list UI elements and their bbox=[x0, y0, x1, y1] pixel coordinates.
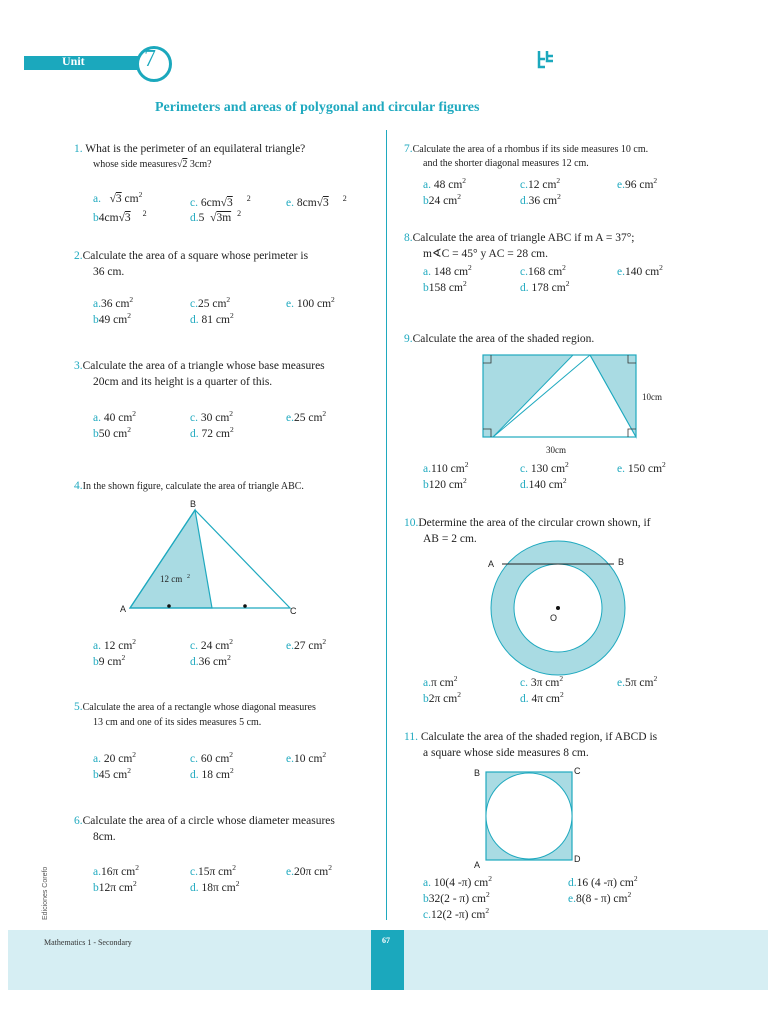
q2-option-c[interactable]: c.25 $cm^2$ bbox=[190, 295, 231, 310]
q11-option-a[interactable]: a. 10(4 -π) $cm^2$ bbox=[423, 874, 492, 889]
q6-number: 6. bbox=[74, 815, 83, 827]
q11-option-e[interactable]: e.8(8 - π) $cm^2$ bbox=[568, 890, 632, 905]
q4-option-c[interactable]: c. 24 $cm^2$ bbox=[190, 637, 234, 652]
q2-option-d[interactable]: d. 81 $cm^2$ bbox=[190, 311, 234, 326]
q4-text: In the shown figure, calculate the area of triangle ABC. bbox=[82, 481, 304, 492]
q1-root: 2 bbox=[182, 159, 188, 170]
q2-option-e[interactable]: e. 100 $cm^2$ bbox=[286, 295, 335, 310]
q9-option-a[interactable]: a.110 $cm^2$ bbox=[423, 460, 469, 475]
q3-option-a[interactable]: a. 40 $cm^2$ bbox=[93, 409, 137, 424]
q4-number: 4. bbox=[74, 480, 83, 492]
q3-option-d[interactable]: d. 72 $cm^2$ bbox=[190, 425, 234, 440]
q11-label-B: B bbox=[474, 768, 481, 778]
q4-option-e[interactable]: e.27 $cm^2$ bbox=[286, 637, 327, 652]
q7-option-b[interactable]: b24 $cm^2$ bbox=[423, 192, 461, 207]
q11-label-C: C bbox=[574, 766, 581, 776]
q1-text-2: whose side measures bbox=[93, 159, 177, 170]
q9-option-c[interactable]: c. 130 $cm^2$ bbox=[520, 460, 569, 475]
q11-label-D: D bbox=[574, 854, 581, 864]
q6-option-a[interactable]: a.16π $cm^2$ bbox=[93, 863, 139, 878]
q11-text-2: a square whose side measures 8 cm. bbox=[423, 747, 589, 759]
q6-text: Calculate the area of a circle whose diameter measures bbox=[82, 815, 335, 827]
q11-option-c[interactable]: c.12(2 -π) $cm^2$ bbox=[423, 906, 490, 921]
q4-option-d[interactable]: d.36 $cm^2$ bbox=[190, 653, 231, 668]
q10-option-a[interactable]: a.π $cm^2$ bbox=[423, 674, 458, 689]
q1-option-a[interactable]: a. √3 $cm^2$ bbox=[93, 190, 143, 205]
q1-option-b[interactable]: b4cm√3 $^2$ bbox=[93, 209, 147, 224]
q5-option-a[interactable]: a. 20 $cm^2$ bbox=[93, 750, 137, 765]
q7-option-d[interactable]: d.36 $cm^2$ bbox=[520, 192, 561, 207]
q1-option-e[interactable]: e. 8cm√3 $^2$ bbox=[286, 194, 347, 209]
q10-text-2: AB = 2 cm. bbox=[423, 533, 477, 545]
q10-option-c[interactable]: c. 3π $cm^2$ bbox=[520, 674, 564, 689]
q6-option-b[interactable]: b12π $cm^2$ bbox=[93, 879, 137, 894]
logo-icon bbox=[537, 49, 555, 74]
svg-text:2: 2 bbox=[187, 574, 190, 580]
q1-text: What is the perimeter of an equilateral triangle? bbox=[85, 143, 306, 155]
q11-option-d[interactable]: d.16 (4 -π) $cm^2$ bbox=[568, 874, 638, 889]
q7-number: 7. bbox=[404, 143, 413, 155]
q6-option-d[interactable]: d. 18π $cm^2$ bbox=[190, 879, 240, 894]
q9-option-d[interactable]: d.140 $cm^2$ bbox=[520, 476, 567, 491]
q4-label-A: A bbox=[120, 604, 127, 614]
unit-bar bbox=[24, 56, 152, 70]
q5-option-c[interactable]: c. 60 $cm^2$ bbox=[190, 750, 234, 765]
q11-number: 11. bbox=[404, 731, 418, 743]
q2-text: Calculate the area of a square whose perimeter is bbox=[82, 250, 309, 262]
q10-option-d[interactable]: d. 4π $cm^2$ bbox=[520, 690, 564, 705]
q11-label-A: A bbox=[474, 860, 481, 870]
q4-label-C: C bbox=[290, 606, 297, 616]
q4-option-a[interactable]: a. 12 $cm^2$ bbox=[93, 637, 137, 652]
q8-option-e[interactable]: e.140 $cm^2$ bbox=[617, 263, 663, 278]
q5-text-2: 13 cm and one of its sides measures 5 cm. bbox=[93, 717, 262, 728]
q3-text-2: 20cm and its height is a quarter of this. bbox=[93, 376, 273, 388]
q8-text: Calculate the area of triangle ABC if m A = 37°; bbox=[412, 232, 635, 244]
q11-text: Calculate the area of the shaded region, if ABCD is bbox=[417, 731, 658, 743]
q10-label-O: O bbox=[550, 613, 558, 623]
unit-label: Unit bbox=[62, 54, 85, 68]
q3-option-c[interactable]: c. 30 $cm^2$ bbox=[190, 409, 234, 424]
q9-height-label: 10cm bbox=[642, 392, 662, 402]
q10-number: 10. bbox=[404, 517, 419, 529]
q2-number: 2. bbox=[74, 250, 83, 262]
page-number: 67 bbox=[382, 936, 390, 945]
q9-text: Calculate the area of the shaded region. bbox=[412, 333, 595, 345]
q10-option-b[interactable]: b2π $cm^2$ bbox=[423, 690, 461, 705]
q5-option-b[interactable]: b45 $cm^2$ bbox=[93, 766, 131, 781]
q4-area-label: 12 cm bbox=[160, 574, 183, 584]
q8-text-2: m∢C = 45° y AC = 28 cm. bbox=[423, 248, 548, 260]
q5-number: 5. bbox=[74, 701, 83, 713]
q8-option-a[interactable]: a. 148 $cm^2$ bbox=[423, 263, 472, 278]
q3-option-b[interactable]: b50 $cm^2$ bbox=[93, 425, 131, 440]
q8-option-d[interactable]: d. 178 $cm^2$ bbox=[520, 279, 570, 294]
q6-text-2: 8cm. bbox=[93, 831, 116, 843]
publisher-side-text: Ediciones Corefo bbox=[42, 866, 49, 920]
q7-text: Calculate the area of a rhombus if its side measures 10 cm. bbox=[412, 144, 649, 155]
q1-option-c[interactable]: c. 6cm√3 $^2$ bbox=[190, 194, 251, 209]
column-divider bbox=[386, 130, 387, 920]
q8-option-c[interactable]: c.168 $cm^2$ bbox=[520, 263, 566, 278]
sqrt-icon: √ bbox=[176, 159, 183, 170]
q9-width-label: 30cm bbox=[546, 445, 566, 455]
q3-text: Calculate the area of a triangle whose base measures bbox=[82, 360, 325, 372]
q3-option-e[interactable]: e.25 $cm^2$ bbox=[286, 409, 327, 424]
q4-option-b[interactable]: b9 $cm^2$ bbox=[93, 653, 126, 668]
q5-text: Calculate the area of a rectangle whose diagonal measures bbox=[82, 702, 316, 713]
q2-text-2: 36 cm. bbox=[93, 266, 125, 278]
unit-number: 7 bbox=[144, 46, 156, 72]
q1-text-3: 3cm? bbox=[189, 159, 212, 170]
q4-label-B: B bbox=[190, 499, 197, 509]
q9-option-b[interactable]: b120 $cm^2$ bbox=[423, 476, 467, 491]
q7-option-e[interactable]: e.96 $cm^2$ bbox=[617, 176, 658, 191]
q2-option-b[interactable]: b49 $cm^2$ bbox=[93, 311, 131, 326]
q3-number: 3. bbox=[74, 360, 83, 372]
q10-text: Determine the area of the circular crown shown, if bbox=[418, 517, 651, 529]
q10-label-A: A bbox=[488, 559, 495, 569]
page-title: Perimeters and areas of polygonal and circular figures bbox=[155, 100, 480, 115]
q5-option-d[interactable]: d. 18 $cm^2$ bbox=[190, 766, 234, 781]
q1-option-d[interactable]: d.5 √3m $^2$ bbox=[190, 209, 242, 224]
q10-crown-figure bbox=[480, 537, 640, 677]
q6-option-c[interactable]: c.15π $cm^2$ bbox=[190, 863, 236, 878]
q11-square-figure bbox=[470, 762, 590, 872]
q5-option-e[interactable]: e.10 $cm^2$ bbox=[286, 750, 327, 765]
q10-option-e[interactable]: e.5π $cm^2$ bbox=[617, 674, 658, 689]
q6-option-e[interactable]: e.20π $cm^2$ bbox=[286, 863, 332, 878]
q2-option-a[interactable]: a.36 $cm^2$ bbox=[93, 295, 134, 310]
q9-option-e[interactable]: e. 150 $cm^2$ bbox=[617, 460, 666, 475]
q4-triangle-figure bbox=[110, 496, 310, 621]
q9-number: 9. bbox=[404, 333, 413, 345]
footer-book-title: Mathematics 1 - Secondary bbox=[44, 938, 132, 947]
q7-option-a[interactable]: a. 48 $cm^2$ bbox=[423, 176, 467, 191]
q8-option-b[interactable]: b158 $cm^2$ bbox=[423, 279, 467, 294]
q7-option-c[interactable]: c.12 $cm^2$ bbox=[520, 176, 561, 191]
q9-rectangle-figure bbox=[478, 350, 678, 460]
q7-text-2: and the shorter diagonal measures 12 cm. bbox=[423, 158, 589, 169]
q11-option-b[interactable]: b32(2 - π) $cm^2$ bbox=[423, 890, 490, 905]
q1-number: 1. bbox=[74, 143, 83, 155]
q8-number: 8. bbox=[404, 232, 413, 244]
q10-label-B: B bbox=[618, 557, 625, 567]
